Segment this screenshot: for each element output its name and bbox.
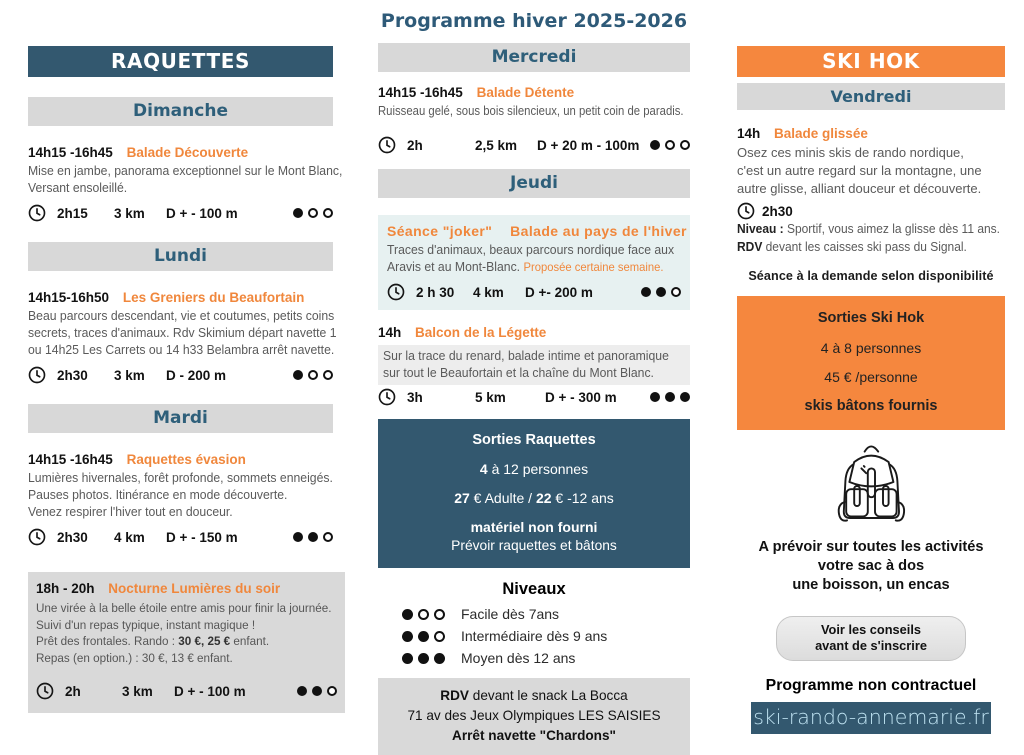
event-title: Raquettes évasion — [126, 452, 246, 467]
page-title: Programme hiver 2025-2026 — [380, 10, 688, 32]
level-dots — [402, 631, 445, 642]
box-line-prevoir: Prévoir raquettes et bâtons — [451, 538, 617, 553]
event-stats — [387, 283, 681, 301]
elevation: D - 200 m — [166, 367, 227, 383]
event-time: 14h15 -16h45 — [28, 145, 113, 160]
skihok-column — [737, 0, 1005, 734]
non-contractuel-text: Programme non contractuel — [765, 677, 977, 694]
clock-icon — [378, 388, 396, 406]
event-title: Balade glissée — [774, 126, 868, 141]
event-stats — [28, 528, 333, 546]
level-dots — [402, 653, 445, 664]
event-title: Balade Découverte — [126, 145, 249, 160]
box-line-tarifs: 27 € Adulte / 22 € -12 ans — [454, 490, 614, 506]
day-header-mercredi: Mercredi — [378, 43, 690, 72]
box-title: Sorties Raquettes — [472, 432, 596, 448]
demande-note: Séance à la demande selon disponibilité — [748, 269, 994, 283]
elevation: D + - 100 m — [174, 683, 246, 699]
box-line-personnes: 4 à 8 personnes — [820, 340, 922, 356]
legend-row-intermediaire: Intermédiaire dès 9 ans — [402, 628, 690, 644]
event-stats — [28, 204, 333, 222]
duration: 2h — [65, 683, 81, 699]
level-dots — [293, 208, 333, 218]
distance: 5 km — [475, 389, 506, 405]
legend-row-moyen: Moyen dès 12 ans — [402, 650, 690, 666]
level-dots — [650, 392, 690, 402]
voir-conseils-button[interactable]: Voir les conseils avant de s'inscrire — [776, 616, 966, 661]
event-time: 14h — [737, 126, 761, 141]
raquettes-column — [28, 0, 343, 713]
elevation: D + - 100 m — [166, 205, 238, 221]
event-title: Balcon de la Légette — [415, 325, 547, 340]
sorties-raquettes-box — [378, 419, 690, 568]
clock-icon — [28, 528, 46, 546]
event-stats — [36, 682, 337, 700]
clock-icon — [36, 682, 54, 700]
level-dots — [641, 287, 681, 297]
event-stats — [737, 202, 1005, 220]
distance: 4 km — [473, 284, 504, 300]
elevation: D + - 150 m — [166, 529, 238, 545]
event-raquettes-evasion — [28, 452, 333, 546]
event-balcon-legette — [378, 325, 690, 406]
duration: 3h — [407, 389, 423, 405]
sorties-skihok-box — [737, 296, 1005, 430]
event-stats — [378, 136, 690, 154]
event-stats — [28, 366, 333, 384]
event-stats — [378, 388, 690, 406]
distance: 2,5 km — [475, 137, 518, 153]
elevation: D + - 300 m — [545, 389, 617, 405]
level-dots — [293, 370, 333, 380]
box-line-materiel: matériel non fourni — [470, 519, 598, 535]
box-line-tarif: 45 € /personne — [824, 369, 918, 385]
level-dots — [402, 609, 445, 620]
website-link[interactable]: ski-rando-annemarie.fr — [751, 702, 991, 734]
level-dots — [293, 532, 333, 542]
joker-tag: Séance "joker" — [387, 223, 493, 239]
event-title: Nocturne Lumières du soir — [108, 581, 281, 596]
duration: 2h30 — [762, 203, 793, 219]
event-balade-detente — [378, 85, 690, 154]
elevation: D + 20 m - 100m — [537, 137, 640, 153]
niveau-line: Niveau : Sportif, vous aimez la glisse dès 11 ans. — [737, 221, 1000, 236]
distance: 3 km — [122, 683, 153, 699]
duration: 2h30 — [57, 367, 88, 383]
duration: 2h30 — [57, 529, 88, 545]
legend-row-facile: Facile dès 7ans — [402, 606, 690, 622]
distance: 4 km — [114, 529, 145, 545]
box-line-personnes: 4 à 12 personnes — [479, 461, 589, 477]
event-description: Traces d'animaux, beaux parcours nordique face aux Aravis et au Mont-Blanc. Proposée certaine semaine. — [387, 243, 675, 274]
elevation: D +- 200 m — [525, 284, 593, 300]
event-description: Sur la trace du renard, balade intime et panoramique sur tout le Beaufortain et la chaîne du Mont Blanc. — [378, 345, 690, 385]
clock-icon — [28, 366, 46, 384]
rdv-line: RDV devant les caisses ski pass du Signal. — [737, 239, 967, 254]
level-dots — [297, 686, 337, 696]
clock-icon — [737, 202, 755, 220]
event-balade-glissee — [737, 126, 1005, 256]
event-time: 18h - 20h — [36, 581, 95, 596]
day-header-mardi: Mardi — [28, 404, 333, 433]
event-joker-box — [378, 215, 690, 310]
rdv-box — [378, 678, 690, 755]
day-header-jeudi: Jeudi — [378, 169, 690, 198]
event-time: 14h15 -16h45 — [378, 85, 463, 100]
clock-icon — [378, 136, 396, 154]
event-title: Balade Détente — [476, 85, 575, 100]
event-description: Beau parcours descendant, vie et coutumes, petits coins secrets, traces d'animaux. Rdv Skimium départ navette 1 ou 14h25 Les Carrets ou 14 h33 Belambra arrêt navette. — [28, 309, 337, 357]
raquettes-header: RAQUETTES — [28, 46, 333, 77]
skihok-header: SKI HOK — [737, 46, 1005, 77]
event-description: Une virée à la belle étoile entre amis pour finir la journée. Suivi d'un repas typique, instant magique ! Prêt des frontales. Rando : 30 €, 25 € enfant. Repas (en option.) : 30 €, 13 € enfant. — [36, 601, 332, 665]
event-balade-decouverte — [28, 145, 343, 222]
duration: 2h — [407, 137, 423, 153]
event-time: 14h — [378, 325, 402, 340]
event-title: Les Greniers du Beaufortain — [122, 290, 305, 305]
event-time: 14h15-16h50 — [28, 290, 110, 305]
middle-column — [378, 0, 690, 755]
day-header-lundi: Lundi — [28, 242, 333, 271]
event-description: Ruisseau gelé, sous bois silencieux, un petit coin de paradis. — [378, 104, 684, 118]
event-greniers-beaufortain — [28, 290, 337, 384]
legend-title: Niveaux — [502, 580, 566, 598]
distance: 3 km — [114, 367, 145, 383]
day-header-vendredi: Vendredi — [737, 83, 1005, 110]
clock-icon — [387, 283, 405, 301]
distance: 3 km — [114, 205, 145, 221]
event-description: Mise en jambe, panorama exceptionnel sur le Mont Blanc, Versant ensoleillé. — [28, 164, 343, 195]
event-time: 14h15 -16h45 — [28, 452, 113, 467]
box-title: Sorties Ski Hok — [817, 310, 925, 326]
day-header-dimanche: Dimanche — [28, 97, 333, 126]
event-description: Osez ces minis skis de rando nordique, c'est un autre regard sur la montagne, une autre glisse, alliant douceur et découverte. — [737, 145, 982, 196]
box-line-materiel: skis bâtons fournis — [804, 398, 938, 414]
duration: 2 h 30 — [416, 284, 455, 300]
joker-note: Proposée certaine semaine. — [523, 261, 664, 274]
levels-legend — [378, 580, 690, 666]
event-title: Balade au pays de l'hiver — [510, 223, 687, 239]
duration: 2h15 — [57, 205, 88, 221]
level-dots — [650, 140, 690, 150]
event-nocturne-box — [28, 572, 345, 713]
backpack-icon — [823, 438, 919, 534]
rdv-line3: Arrêt navette "Chardons" — [452, 728, 616, 743]
prevoir-text: A prévoir sur toutes les activités votre sac à dos une boisson, un encas — [758, 539, 984, 593]
clock-icon — [28, 204, 46, 222]
rdv-line2: 71 av des Jeux Olympiques LES SAISIES — [407, 708, 661, 723]
rdv-line1: RDV devant le snack La Bocca — [440, 688, 628, 703]
event-description: Lumières hivernales, forêt profonde, sommets enneigés. Pauses photos. Itinérance en mode découverte. Venez respirer l'hiver tout en douceur. — [28, 471, 333, 519]
